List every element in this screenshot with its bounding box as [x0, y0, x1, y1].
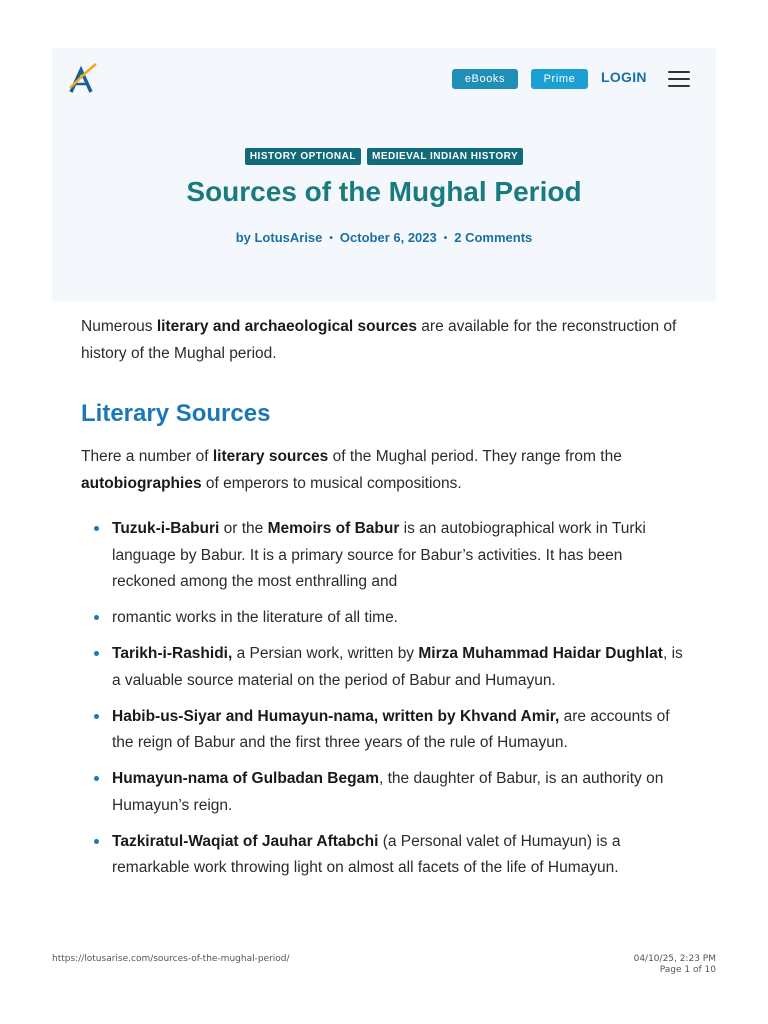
text: (a Personal valet of Humayun) is a remarkable work throwing light on almost all facets of the life of Humayun.: [112, 832, 621, 876]
login-link[interactable]: LOGIN: [601, 69, 647, 85]
ebooks-button[interactable]: eBooks: [452, 69, 518, 89]
category-tags: [52, 148, 716, 165]
post-meta: [52, 230, 716, 245]
tag-history-optional[interactable]: HISTORY OPTIONAL: [245, 148, 361, 165]
bold-text: Tarikh-i-Rashidi,: [112, 645, 233, 662]
text: of the Mughal period. They range from the: [328, 448, 622, 465]
text: There a number of: [81, 448, 213, 465]
text: romantic works in the literature of all time.: [112, 609, 398, 626]
post-date[interactable]: October 6, 2023: [339, 230, 437, 245]
list-item: [81, 641, 689, 694]
site-header: [52, 48, 716, 301]
bold-text: Habib-us-Siyar and Humayun-nama, written by Khvand Amir,: [112, 707, 560, 725]
bold-text: Memoirs of Babur: [267, 520, 400, 537]
section-heading: Literary Sources: [81, 400, 271, 427]
meta-separator: •: [443, 233, 448, 244]
list-item: [81, 829, 689, 882]
text: , the daughter of Babur, is an authority on Humayun’s reign.: [112, 770, 664, 814]
lotusarise-logo[interactable]: [68, 62, 98, 94]
list-item: [81, 766, 689, 819]
tag-medieval-indian-history[interactable]: MEDIEVAL INDIAN HISTORY: [367, 148, 523, 165]
meta-separator: •: [329, 233, 333, 244]
prime-button[interactable]: Prime: [531, 69, 588, 89]
bold-text: literary sources: [212, 448, 329, 465]
bold-text: Tazkiratul-Waqiat of Jauhar Aftabchi: [112, 832, 379, 850]
article-body: [81, 312, 689, 876]
bold-text: autobiographies: [81, 474, 202, 492]
page-number: Page 1 of 10: [659, 965, 716, 975]
print-footer-url: https://lotusarise.com/sources-of-the-mughal-period/: [52, 954, 290, 964]
text: Numerous: [81, 318, 157, 335]
text: a Persian work, written by: [232, 645, 419, 662]
text: are accounts of the reign of Babur and the first three years of the rule of Humayun.: [112, 707, 670, 751]
list-item: [81, 605, 689, 632]
page-title: Sources of the Mughal Period: [186, 176, 582, 207]
print-datetime: 04/10/25, 2:23 PM: [633, 954, 716, 964]
sources-list: [81, 516, 689, 891]
print-footer-meta: [634, 954, 716, 976]
text: or the: [219, 520, 268, 537]
bold-text: Mirza Muhammad Haidar Dughlat: [418, 645, 663, 662]
bold-text: literary and archaeological sources: [156, 318, 417, 335]
text: is an autobiographical work in Turki language by Babur. It is a primary source for Babur’s activities. It has been reckoned among the most enthralling and: [112, 520, 646, 590]
author-link[interactable]: by LotusArise: [235, 230, 323, 245]
text: of emperors to musical compositions.: [201, 474, 462, 492]
comments-link[interactable]: 2 Comments: [454, 230, 533, 245]
hamburger-menu-icon[interactable]: [668, 71, 690, 87]
intro-paragraph: [81, 314, 689, 367]
bold-text: Tuzuk-i-Baburi: [112, 520, 220, 537]
list-item: [81, 516, 689, 596]
text: , is a valuable source material on the period of Babur and Humayun.: [112, 645, 683, 689]
list-item: [81, 704, 689, 757]
text: are available for the reconstruction of history of the Mughal period.: [81, 318, 677, 362]
section-paragraph: [81, 444, 689, 497]
bold-text: Humayun-nama of Gulbadan Begam: [112, 770, 379, 787]
